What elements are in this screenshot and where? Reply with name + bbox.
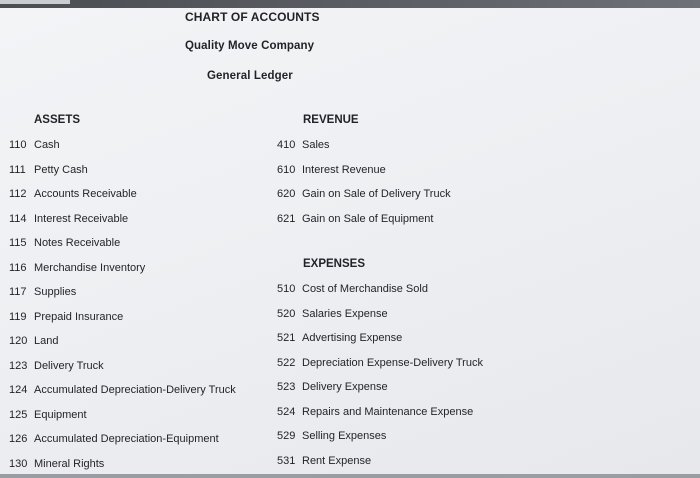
account-number: 116 <box>9 261 27 274</box>
account-row <box>277 137 330 153</box>
account-number: 115 <box>9 237 27 249</box>
account-name: Land <box>34 335 59 347</box>
account-name: Salaries Expense <box>302 307 388 320</box>
account-name: Interest Receivable <box>34 212 129 225</box>
account-name: Gain on Sale of Equipment <box>302 212 434 225</box>
account-name: Selling Expenses <box>302 430 387 442</box>
account-number: 130 <box>9 457 28 470</box>
account-row <box>277 379 388 395</box>
top-edge-tab <box>0 0 70 4</box>
account-number: 110 <box>9 139 27 151</box>
account-name: Advertising Expense <box>302 332 403 344</box>
account-number: 531 <box>277 454 296 467</box>
account-name: Delivery Truck <box>34 359 104 372</box>
account-number: 125 <box>9 408 28 421</box>
account-name: Prepaid Insurance <box>34 310 124 323</box>
account-number: 520 <box>277 307 296 320</box>
page-title: CHART OF ACCOUNTS <box>185 10 320 24</box>
account-row <box>9 358 104 374</box>
account-number: 521 <box>277 332 296 344</box>
account-number: 126 <box>9 433 28 445</box>
account-row <box>277 404 473 420</box>
account-name: Cash <box>34 139 60 151</box>
account-row <box>277 186 451 202</box>
account-name: Supplies <box>34 286 77 298</box>
account-row <box>9 407 87 423</box>
account-name: Repairs and Maintenance Expense <box>302 405 474 418</box>
account-name: Gain on Sale of Delivery Truck <box>302 188 451 200</box>
bottom-edge-strip <box>0 474 700 478</box>
account-row <box>9 260 145 276</box>
account-number: 522 <box>277 356 296 369</box>
account-name: Accounts Receivable <box>34 188 137 200</box>
account-number: 114 <box>9 212 27 225</box>
account-number: 117 <box>9 286 27 298</box>
account-row <box>277 306 388 322</box>
account-number: 124 <box>9 384 28 396</box>
account-row <box>277 162 386 178</box>
account-number: 524 <box>277 405 296 418</box>
account-name: Delivery Expense <box>302 381 388 393</box>
account-number: 123 <box>9 359 28 372</box>
account-row <box>9 431 219 447</box>
account-number: 510 <box>277 283 296 295</box>
account-name: Equipment <box>34 408 87 421</box>
account-row <box>9 309 123 325</box>
account-row <box>9 284 76 300</box>
account-row <box>277 453 371 469</box>
account-row <box>277 330 402 346</box>
account-number: 410 <box>277 139 296 151</box>
account-row <box>9 382 236 398</box>
account-number: 120 <box>9 335 28 347</box>
account-row <box>277 355 483 371</box>
account-name: Rent Expense <box>302 454 372 467</box>
assets-heading: ASSETS <box>34 114 81 126</box>
account-row <box>9 186 137 202</box>
account-name: Sales <box>302 139 330 151</box>
account-row <box>9 162 88 178</box>
account-number: 112 <box>9 188 27 200</box>
account-number: 119 <box>9 310 27 323</box>
account-row <box>9 456 104 472</box>
account-name: Accumulated Depreciation-Delivery Truck <box>34 384 236 396</box>
account-row <box>9 211 128 227</box>
account-row <box>277 211 433 227</box>
revenue-heading: REVENUE <box>303 114 359 126</box>
account-number: 523 <box>277 381 296 393</box>
account-name: Mineral Rights <box>34 457 105 470</box>
expenses-heading: EXPENSES <box>303 258 365 270</box>
account-number: 610 <box>277 163 296 176</box>
account-number: 621 <box>277 212 296 225</box>
account-name: Petty Cash <box>34 163 88 176</box>
account-name: Notes Receivable <box>34 237 121 249</box>
account-name: Interest Revenue <box>302 163 386 176</box>
account-row <box>277 281 428 297</box>
account-number: 111 <box>9 163 26 176</box>
account-name: Cost of Merchandise Sold <box>302 283 428 295</box>
account-row <box>9 235 120 251</box>
ledger-subtitle: General Ledger <box>207 70 293 82</box>
account-name: Merchandise Inventory <box>34 261 146 274</box>
account-row <box>277 428 386 444</box>
top-edge-strip <box>0 0 700 8</box>
account-row <box>9 137 60 153</box>
account-row <box>9 333 58 349</box>
account-name: Accumulated Depreciation-Equipment <box>34 433 219 445</box>
company-name: Quality Move Company <box>185 40 315 52</box>
account-name: Depreciation Expense-Delivery Truck <box>302 356 483 369</box>
account-number: 529 <box>277 430 296 442</box>
account-number: 620 <box>277 188 296 200</box>
